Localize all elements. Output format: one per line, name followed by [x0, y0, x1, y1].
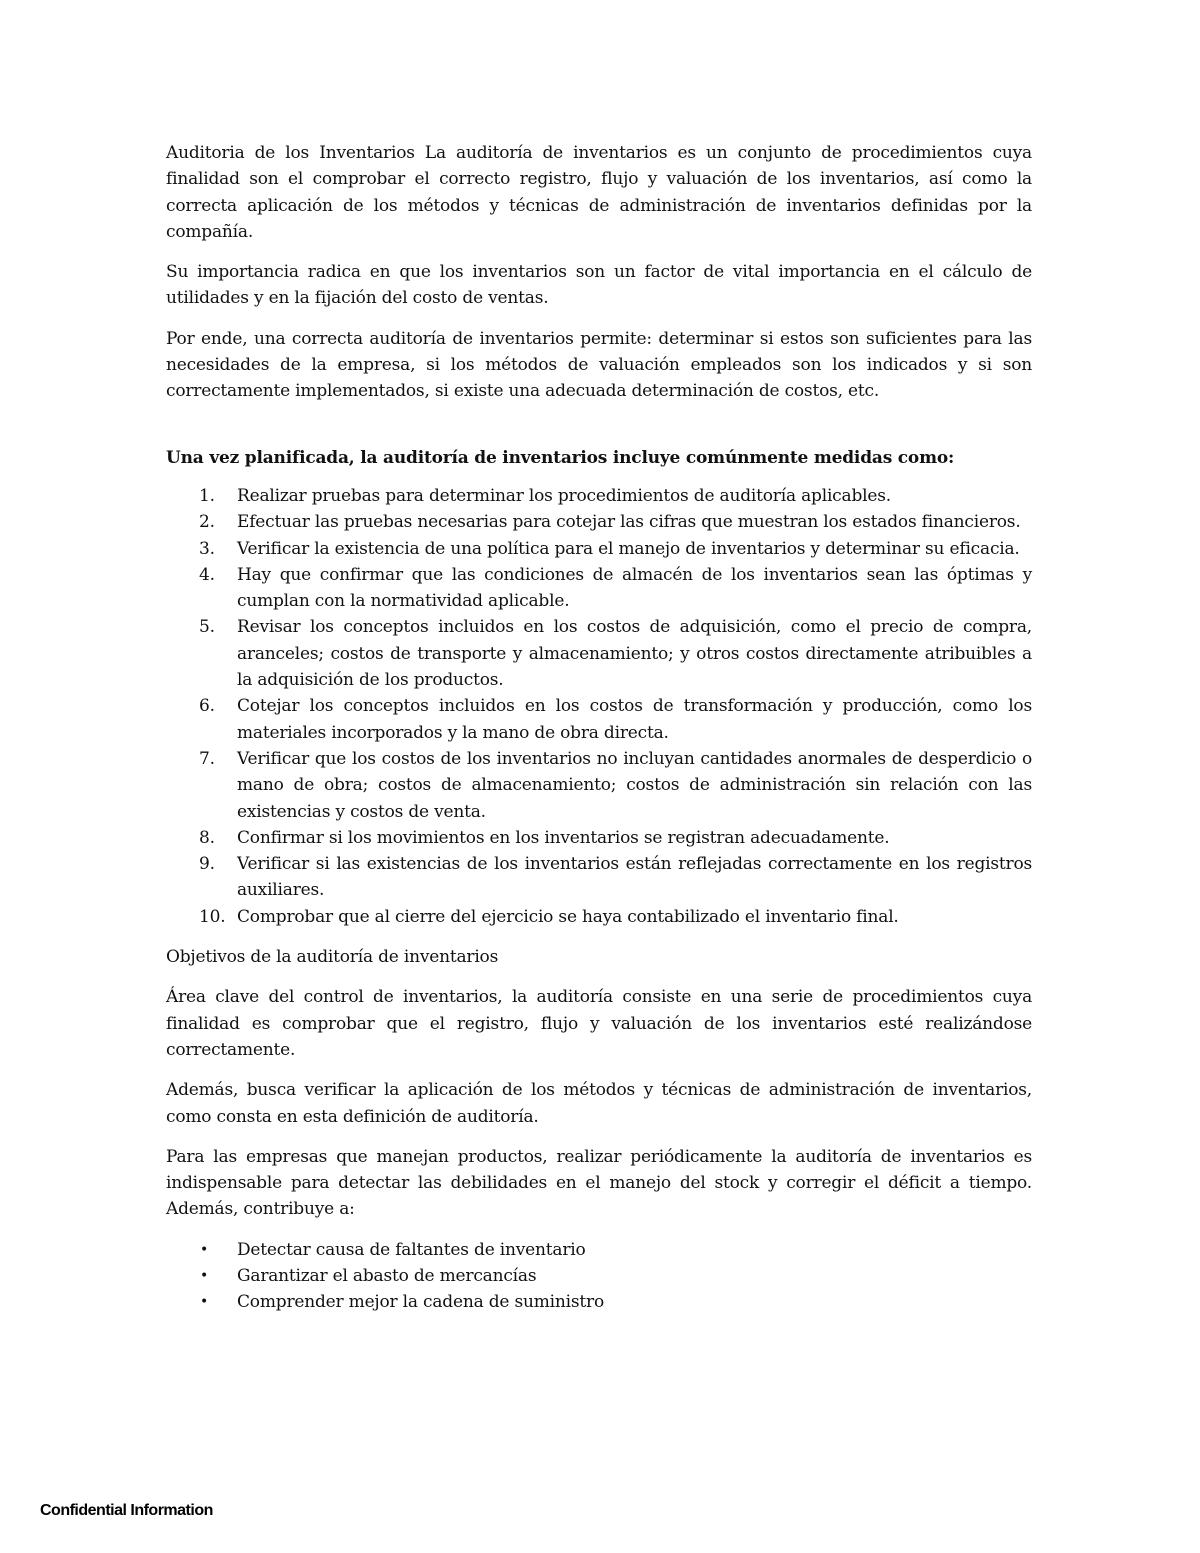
bullet-icon: •	[200, 1267, 209, 1284]
intro-paragraph: Auditoria de los Inventarios La auditoría de inventarios es un conjunto de procedimientos cuya finalidad son el comprobar el correcto registro, flujo y valuación de los inventarios, así como la correcta aplicación de los métodos y técnicas de administración de inventarios definidas por la compañía.	[166, 143, 1032, 242]
intro-paragraph: Su importancia radica en que los inventarios son un factor de vital importancia en el cálculo de utilidades y en la fijación del costo de ventas.	[166, 262, 1032, 309]
objectives-heading: Objetivos de la auditoría de inventarios	[166, 947, 499, 968]
list-item-text: Verificar si las existencias de los inventarios están reflejadas correctamente en los registros auxiliares.	[237, 854, 1032, 901]
list-item	[166, 614, 1032, 693]
list-item	[166, 536, 1032, 562]
list-item-text: Hay que confirmar que las condiciones de almacén de los inventarios sean las óptimas y cumplan con la normatividad aplicable.	[237, 564, 1032, 612]
objectives-paragraph: Área clave del control de inventarios, la auditoría consiste en una serie de procedimientos cuya finalidad es comprobar que el registro, flujo y valuación de los inventarios esté realizándose correctamente.	[166, 987, 1032, 1060]
objectives-paragraph: Además, busca verificar la aplicación de los métodos y técnicas de administración de inventarios, como consta en esta definición de auditoría.	[166, 1080, 1032, 1127]
list-item-text: Comprobar que al cierre del ejercicio se haya contabilizado el inventario final.	[237, 906, 899, 927]
list-item-text: Efectuar las pruebas necesarias para cotejar las cifras que muestran los estados financieros.	[237, 512, 1021, 533]
measures-list	[166, 483, 1032, 930]
confidential-footer: Confidential Information	[40, 1502, 213, 1519]
list-item-text: Realizar pruebas para determinar los procedimientos de auditoría aplicables.	[237, 485, 891, 506]
bullet-icon: •	[200, 1294, 209, 1311]
list-item	[166, 904, 1032, 930]
list-number: 8.	[199, 827, 215, 848]
list-item-text: Garantizar el abasto de mercancías	[237, 1265, 537, 1286]
list-number: 5.	[199, 617, 215, 638]
list-item	[166, 483, 1032, 509]
list-item	[166, 1263, 1032, 1289]
list-item-text: Verificar la existencia de una política para el manejo de inventarios y determinar su eficacia.	[237, 538, 1020, 559]
list-item	[166, 1289, 1032, 1315]
list-item	[166, 509, 1032, 535]
list-item	[166, 562, 1032, 615]
list-number: 7.	[199, 748, 215, 769]
list-item	[166, 693, 1032, 746]
list-number: 10.	[199, 906, 226, 927]
list-number: 4.	[199, 564, 215, 585]
list-item-text: Cotejar los conceptos incluidos en los costos de transformación y producción, como los materiales incorporados y la mano de obra directa.	[237, 696, 1032, 743]
list-number: 6.	[199, 696, 215, 717]
list-item	[166, 851, 1032, 904]
intro-paragraph: Por ende, una correcta auditoría de inventarios permite: determinar si estos son suficientes para las necesidades de la empresa, si los métodos de valuación empleados son los indicados y si son correctamente implementados, si existe una adecuada determinación de costos, etc.	[166, 328, 1032, 402]
list-item	[166, 746, 1032, 825]
objectives-paragraph: Para las empresas que manejan productos, realizar periódicamente la auditoría de inventarios es indispensable para detectar las debilidades en el manejo del stock y corregir el déficit a tiempo. Además, contribuye a:	[166, 1146, 1032, 1220]
measures-heading: Una vez planificada, la auditoría de inventarios incluye comúnmente medidas como:	[166, 447, 955, 468]
list-item	[166, 825, 1032, 851]
list-item-text: Revisar los conceptos incluidos en los costos de adquisición, como el precio de compra, aranceles; costos de transporte y almacenamiento; y otros costos directamente atribuibles a la adquisición de los productos.	[237, 617, 1032, 691]
list-item-text: Confirmar si los movimientos en los inventarios se registran adecuadamente.	[237, 827, 890, 848]
document-page	[166, 140, 1032, 1330]
list-number: 9.	[199, 854, 215, 875]
list-number: 2.	[199, 512, 215, 533]
list-number: 1.	[199, 485, 215, 506]
benefits-list	[166, 1237, 1032, 1316]
list-number: 3.	[199, 538, 215, 559]
list-item-text: Detectar causa de faltantes de inventario	[237, 1239, 586, 1260]
list-item-text: Verificar que los costos de los inventarios no incluyan cantidades anormales de desperdicio o mano de obra; costos de almacenamiento; costos de administración sin relación con las existencias y costos de venta.	[237, 748, 1032, 822]
bullet-icon: •	[200, 1241, 209, 1258]
list-item	[166, 1237, 1032, 1263]
list-item-text: Comprender mejor la cadena de suministro	[237, 1292, 605, 1313]
